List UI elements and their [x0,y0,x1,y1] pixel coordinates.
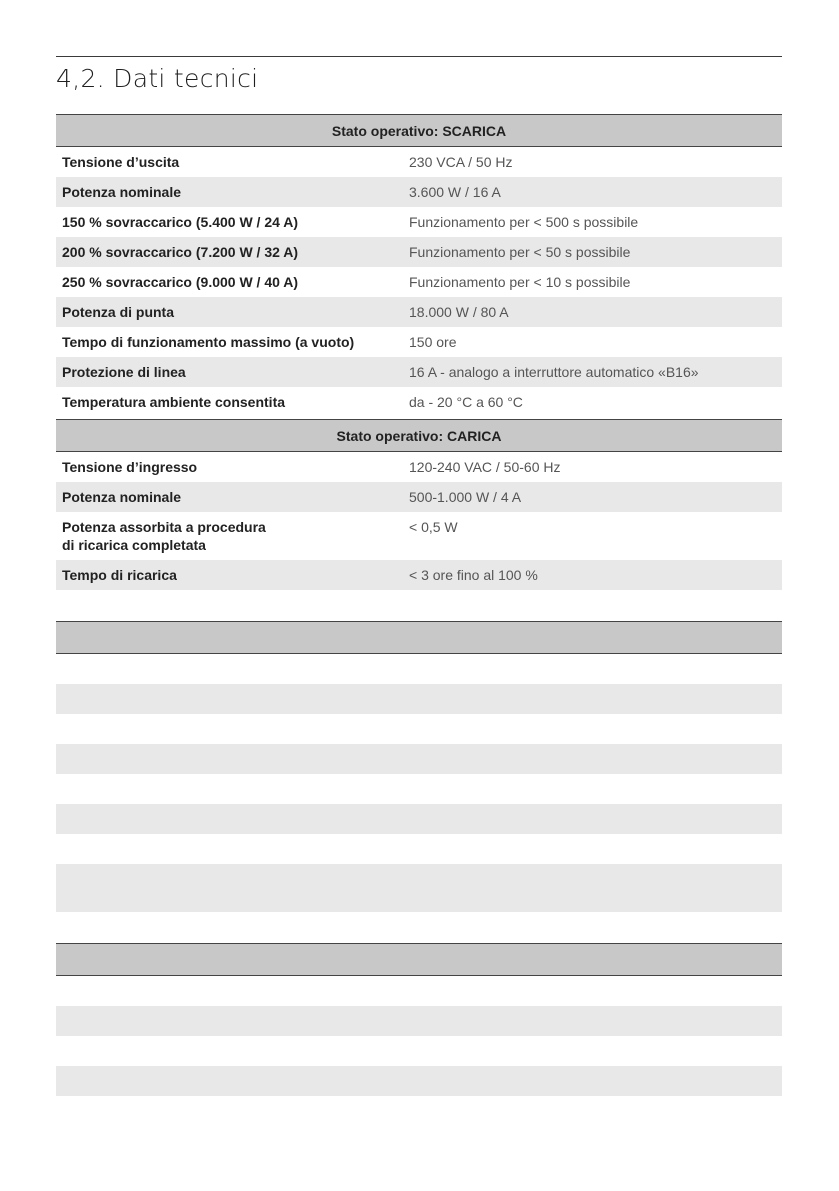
row-label: Potenza di punta [62,304,174,320]
table-row [56,297,782,327]
row-value: 120-240 VAC / 50-60 Hz [409,459,561,475]
row-label: Potenza nominale [62,184,182,200]
row-value: 16 A - analogo a interruttore automatico «B16» [409,364,699,380]
charge-heading: Stato operativo: CARICA [56,419,782,452]
empty-row [56,774,782,804]
row-label: Tempo di ricarica [62,567,177,583]
row-label: Potenza assorbita a procedura di ricarica completata [62,519,266,553]
table-row [56,267,782,297]
empty-table-1 [56,621,782,912]
empty-row [56,976,782,1006]
empty-row [56,654,782,684]
table-row [56,327,782,357]
empty-row [56,684,782,714]
empty-row [56,864,782,912]
empty-table-heading [56,943,782,976]
row-label: Temperatura ambiente consentita [62,394,286,410]
row-label: Tempo di funzionamento massimo (a vuoto) [62,334,355,350]
row-value: Funzionamento per < 500 s possibile [409,214,639,230]
empty-row [56,744,782,774]
row-value: < 3 ore fino al 100 % [409,567,538,583]
empty-row [56,1006,782,1036]
table-row [56,207,782,237]
row-value: 150 ore [409,334,457,350]
row-value: < 0,5 W [409,519,458,535]
table-row [56,482,782,512]
row-value: Funzionamento per < 10 s possibile [409,274,631,290]
row-label: 150 % sovraccarico (5.400 W / 24 A) [62,214,299,230]
row-label: Potenza nominale [62,489,182,505]
empty-table-2 [56,943,782,1096]
table-row [56,237,782,267]
discharge-heading: Stato operativo: SCARICA [56,114,782,147]
table-row [56,387,782,417]
empty-row [56,1036,782,1066]
empty-row [56,804,782,834]
row-value: 230 VCA / 50 Hz [409,154,513,170]
top-rule [56,56,782,57]
charge-table [56,419,782,590]
table-row [56,560,782,590]
table-row [56,147,782,177]
row-value: 500-1.000 W / 4 A [409,489,522,505]
empty-row [56,714,782,744]
discharge-table [56,114,782,417]
row-label: 250 % sovraccarico (9.000 W / 40 A) [62,274,299,290]
table-row [56,512,782,560]
table-row [56,177,782,207]
row-label: Tensione d’uscita [62,154,180,170]
table-row [56,357,782,387]
table-row [56,452,782,482]
row-value: 3.600 W / 16 A [409,184,501,200]
row-label: Protezione di linea [62,364,186,380]
row-value: Funzionamento per < 50 s possibile [409,244,631,260]
row-value: da - 20 °C a 60 °C [409,394,523,410]
row-label: Tensione d’ingresso [62,459,198,475]
empty-table-heading [56,621,782,654]
row-value: 18.000 W / 80 A [409,304,509,320]
row-label: 200 % sovraccarico (7.200 W / 32 A) [62,244,299,260]
page-title: 4,2. Dati tecnici [56,64,259,93]
empty-row [56,1066,782,1096]
empty-row [56,834,782,864]
